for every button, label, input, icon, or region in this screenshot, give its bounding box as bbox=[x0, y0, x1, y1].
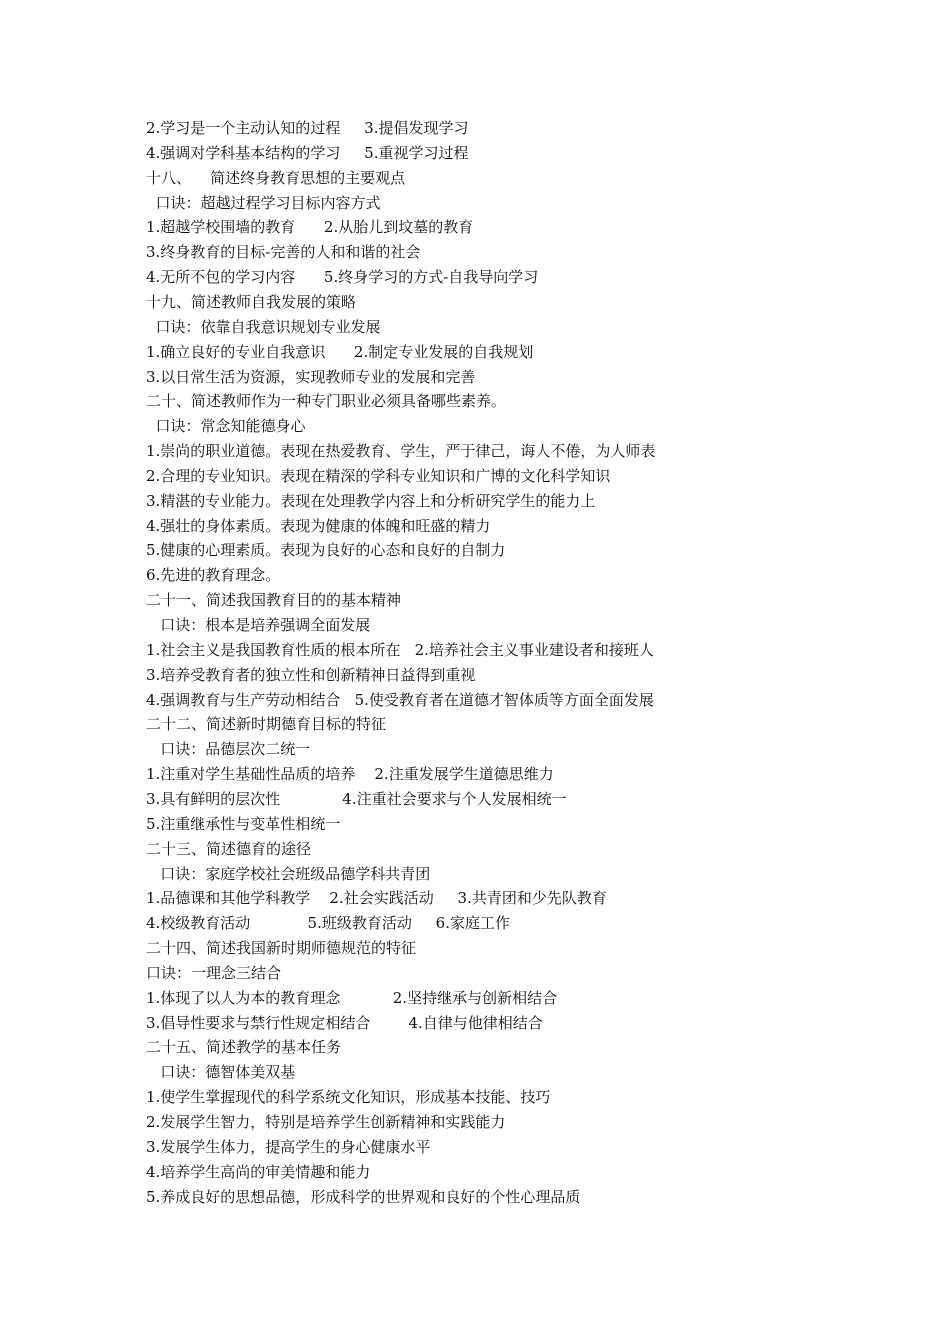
text-line: 1.注重对学生基础性品质的培养 2.注重发展学生道德思维力 bbox=[146, 765, 554, 784]
text-line: 4.无所不包的学习内容 5.终身学习的方式-自我导向学习 bbox=[146, 268, 539, 287]
text-line: 5.注重继承性与变革性相统一 bbox=[146, 814, 341, 833]
text-line: 二十四、简述我国新时期师德规范的特征 bbox=[146, 939, 417, 958]
text-line: 二十三、简述德育的途径 bbox=[146, 839, 312, 858]
text-line: 口诀：依靠自我意识规划专业发展 bbox=[146, 317, 381, 336]
text-line: 3.终身教育的目标-完善的人和和谐的社会 bbox=[146, 243, 421, 262]
text-line: 3.培养受教育者的独立性和创新精神日益得到重视 bbox=[146, 665, 476, 684]
text-line: 6.先进的教育理念。 bbox=[146, 566, 281, 585]
text-line: 2.学习是一个主动认知的过程 3.提倡发现学习 bbox=[146, 119, 469, 137]
text-line: 口诀：根本是培养强调全面发展 bbox=[146, 616, 371, 634]
text-line: 口诀：常念知能德身心 bbox=[146, 417, 306, 436]
text-line: 二十一、简述我国教育目的的基本精神 bbox=[146, 591, 402, 610]
text-line: 4.强壮的身体素质。表现为健康的体魄和旺盛的精力 bbox=[146, 516, 491, 535]
text-line: 5.健康的心理素质。表现为良好的心态和良好的自制力 bbox=[146, 541, 506, 560]
text-line: 口诀：超越过程学习目标内容方式 bbox=[146, 193, 381, 212]
text-line: 口诀：家庭学校社会班级品德学科共青团 bbox=[146, 864, 431, 883]
text-line: 3.以日常生活为资源，实现教师专业的发展和完善 bbox=[146, 367, 476, 386]
text-line: 2.合理的专业知识。表现在精深的学科专业知识和广博的文化科学知识 bbox=[146, 466, 611, 485]
text-line: 1.确立良好的专业自我意识 2.制定专业发展的自我规划 bbox=[146, 342, 534, 361]
text-line: 口诀：一理念三结合 bbox=[146, 963, 282, 982]
text-line: 二十、简述教师作为一种专门职业必须具备哪些素养。 bbox=[146, 392, 507, 411]
text-line: 1.社会主义是我国教育性质的根本所在 2.培养社会主义事业建设者和接班人 bbox=[146, 640, 654, 659]
text-line: 1.超越学校围墙的教育 2.从胎儿到坟墓的教育 bbox=[146, 218, 474, 237]
text-line: 口诀：德智体美双基 bbox=[146, 1063, 296, 1082]
text-line: 5.养成良好的思想品德，形成科学的世界观和良好的个性心理品质 bbox=[146, 1187, 581, 1206]
text-line: 3.发展学生体力，提高学生的身心健康水平 bbox=[146, 1137, 431, 1156]
text-line: 4.强调对学科基本结构的学习 5.重视学习过程 bbox=[146, 143, 469, 162]
text-line: 二十二、简述新时期德育目标的特征 bbox=[146, 715, 387, 734]
text-line: 1.崇尚的职业道德。表现在热爱教育、学生，严于律己，诲人不倦，为人师表 bbox=[146, 442, 656, 461]
text-line: 2.发展学生智力，特别是培养学生创新精神和实践能力 bbox=[146, 1113, 506, 1131]
text-line: 3.精湛的专业能力。表现在处理教学内容上和分析研究学生的能力上 bbox=[146, 491, 596, 510]
text-line: 1.体现了以人为本的教育理念 2.坚持继承与创新相结合 bbox=[146, 988, 558, 1007]
text-line: 4.培养学生高尚的审美情趣和能力 bbox=[146, 1162, 371, 1181]
text-line: 二十五、简述教学的基本任务 bbox=[146, 1038, 342, 1057]
text-line: 4.校级教育活动 5.班级教育活动 6.家庭工作 bbox=[146, 914, 510, 933]
text-line: 3.具有鲜明的层次性 4.注重社会要求与个人发展相统一 bbox=[146, 789, 567, 808]
text-line: 口诀：品德层次二统一 bbox=[146, 740, 311, 759]
text-line: 1.品德课和其他学科教学 2.社会实践活动 3.共青团和少先队教育 bbox=[146, 889, 607, 908]
text-line: 3.倡导性要求与禁行性规定相结合 4.自律与他律相结合 bbox=[146, 1013, 543, 1032]
text-line: 十九、简述教师自我发展的策略 bbox=[146, 292, 357, 311]
text-line: 4.强调教育与生产劳动相结合 5.使受教育者在道德才智体质等方面全面发展 bbox=[146, 690, 654, 709]
text-line: 1.使学生掌握现代的科学系统文化知识，形成基本技能、技巧 bbox=[146, 1088, 551, 1107]
text-line: 十八、 简述终身教育思想的主要观点 bbox=[146, 168, 406, 187]
